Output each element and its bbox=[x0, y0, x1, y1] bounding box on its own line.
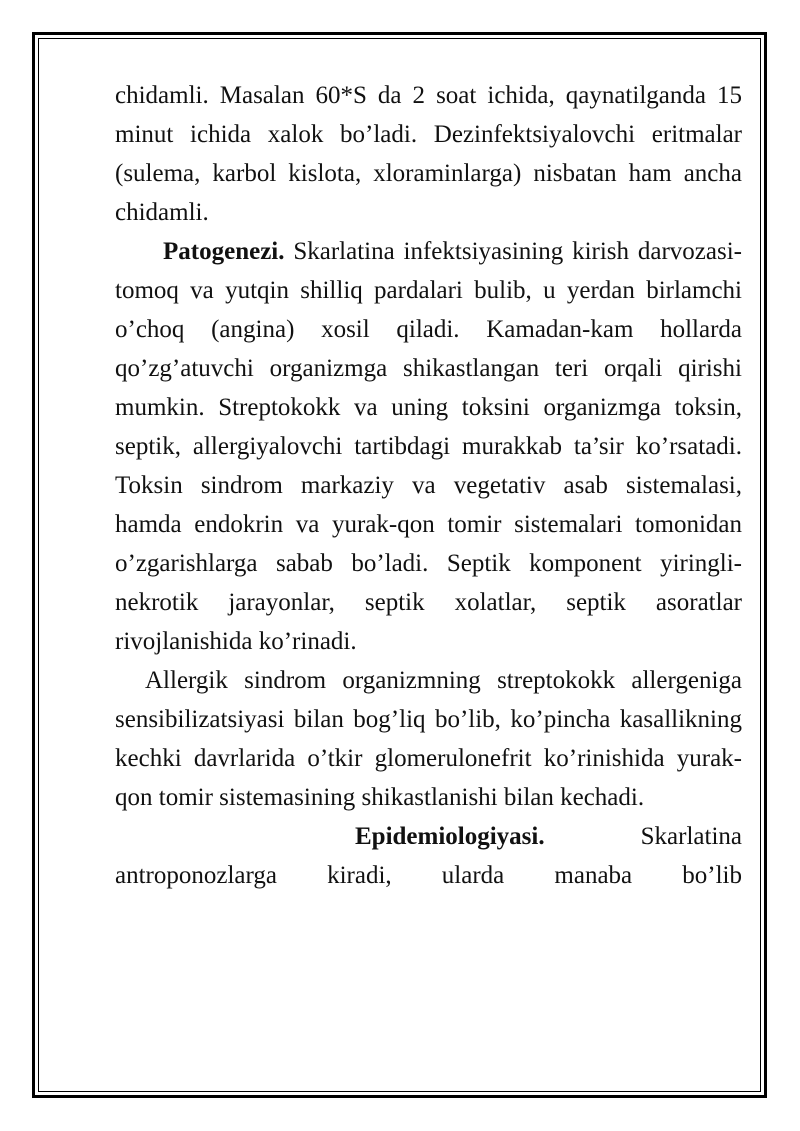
document-body bbox=[115, 76, 742, 895]
paragraph-epidemiology bbox=[115, 817, 742, 895]
paragraph-epidemiology-text: Skarlatina antroponozlarga kiradi, ularda manaba bo’lib bbox=[115, 823, 742, 889]
heading-pathogenesis: Patogenezi. bbox=[163, 238, 285, 265]
paragraph-resistance bbox=[115, 76, 742, 232]
paragraph-allergic-syndrome bbox=[115, 661, 742, 817]
paragraph-pathogenesis-text: Skarlatina infektsiyasining kirish darvozasi- tomoq va yutqin shilliq pardalari bulib, u yerdan birlamchi o’choq (angina) xosil qiladi. Kamadan-kam hollarda qo’zg’atuvchi organizmga shikastlangan teri orqali qirishi mumkin. Streptokokk va uning toksini organizmga toksin, septik, allergiyalovchi tartibdagi murakkab ta’sir ko’rsatadi. Toksin sindrom markaziy va vegetativ asab sistemalasi, hamda endokrin va yurak-qon tomir sistemalari tomonidan o’zgarishlarga sabab bo’ladi. Septik komponent yiringli-nekrotik jarayonlar, septik xolatlar, septik asoratlar rivojlanishida ko’rinadi. bbox=[115, 238, 742, 655]
paragraph-resistance-text: chidamli. Masalan 60*S da 2 soat ichida, qaynatilganda 15 minut ichida xalok bo’ladi. Dezinfektsiyalovchi eritmalar (sulema, karbol kislota, xloraminlarga) nisbatan ham ancha chidamli. bbox=[115, 82, 742, 226]
paragraph-allergic-syndrome-text: Allergik sindrom organizmning streptokokk allergeniga sensibilizatsiyasi bilan bog’liq bo’lib, ko’pincha kasallikning kechki davrlarida o’tkir glomerulonefrit ko’rinishida yurak-qon tomir sistemasining shikastlanishi bilan kechadi. bbox=[115, 667, 742, 811]
heading-epidemiology: Epidemiologiyasi. bbox=[355, 823, 545, 850]
paragraph-pathogenesis bbox=[115, 232, 742, 661]
